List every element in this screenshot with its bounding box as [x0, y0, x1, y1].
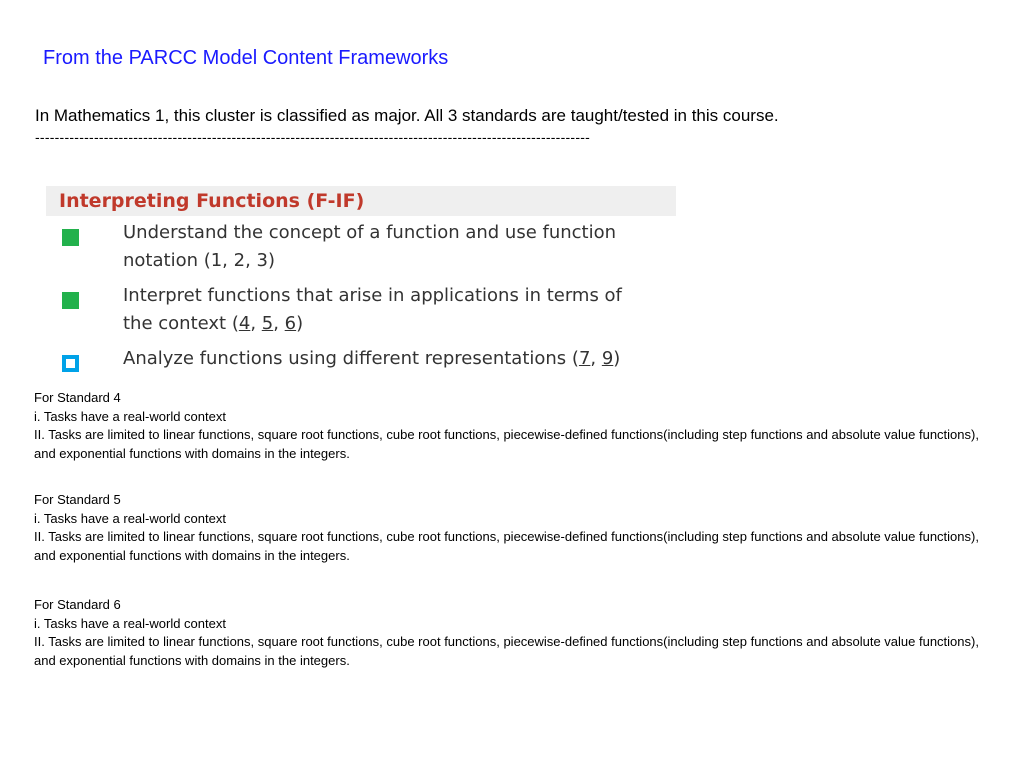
additional-cluster-marker-icon: [62, 355, 79, 372]
cluster-panel: [46, 186, 676, 376]
notes-item-ii: II. Tasks are limited to linear functions, square root functions, cube root functions, piecewise-defined functions(including step functions and absolute value functions), and exponential functions with domains in the integers.: [34, 427, 979, 461]
notes-item-i: i. Tasks have a real-world context: [34, 510, 226, 526]
close-paren: ): [613, 348, 621, 369]
standard-group-2-line-2: [123, 310, 668, 338]
standard-group-3: [123, 345, 668, 373]
standard-6-notes: [34, 596, 984, 670]
standard-link-6[interactable]: 6: [284, 313, 297, 334]
intro-text: In Mathematics 1, this cluster is classified as major. All 3 standards are taught/tested in this course.: [35, 106, 779, 125]
notes-item-i: i. Tasks have a real-world context: [34, 615, 226, 631]
standard-group-2-prefix: the context (: [123, 313, 239, 334]
notes-heading: For Standard 4: [34, 390, 121, 405]
cluster-header: [46, 186, 676, 216]
separator: ,: [273, 313, 285, 334]
standard-4-notes: [34, 389, 984, 463]
standard-link-9[interactable]: 9: [601, 348, 614, 369]
notes-item-ii: II. Tasks are limited to linear functions, square root functions, cube root functions, piecewise-defined functions(including step functions and absolute value functions), and exponential functions with domains in the integers.: [34, 634, 979, 668]
standard-group-1: [123, 219, 668, 275]
separator: ,: [590, 348, 602, 369]
notes-item-ii: II. Tasks are limited to linear functions, square root functions, cube root functions, piecewise-defined functions(including step functions and absolute value functions), and exponential functions with domains in the integers.: [34, 529, 979, 563]
standard-group-3-line-1: [123, 345, 668, 373]
major-cluster-marker-icon: [62, 229, 79, 246]
standard-group-3-prefix: Analyze functions using different representations (: [123, 348, 579, 369]
dashed-divider: -----------------------------------------------------------------------------------------------------------------: [35, 130, 591, 144]
separator: ,: [250, 313, 262, 334]
notes-item-i: i. Tasks have a real-world context: [34, 408, 226, 424]
notes-heading: For Standard 5: [34, 492, 121, 507]
standard-link-7[interactable]: 7: [578, 348, 591, 369]
standard-link-5[interactable]: 5: [261, 313, 274, 334]
page-title: From the PARCC Model Content Frameworks: [43, 47, 449, 69]
notes-heading: For Standard 6: [34, 597, 121, 612]
close-paren: ): [296, 313, 304, 334]
standard-group-2-line-1: Interpret functions that arise in applications in terms of: [123, 285, 622, 306]
standard-5-notes: [34, 491, 984, 565]
standard-link-4[interactable]: 4: [238, 313, 251, 334]
standard-group-1-line-1: Understand the concept of a function and use function: [123, 222, 617, 243]
standard-group-1-line-2: notation (1, 2, 3): [123, 250, 275, 271]
major-cluster-marker-icon: [62, 292, 79, 309]
standard-group-2: [123, 282, 668, 338]
cluster-title: Interpreting Functions (F-IF): [59, 190, 365, 212]
